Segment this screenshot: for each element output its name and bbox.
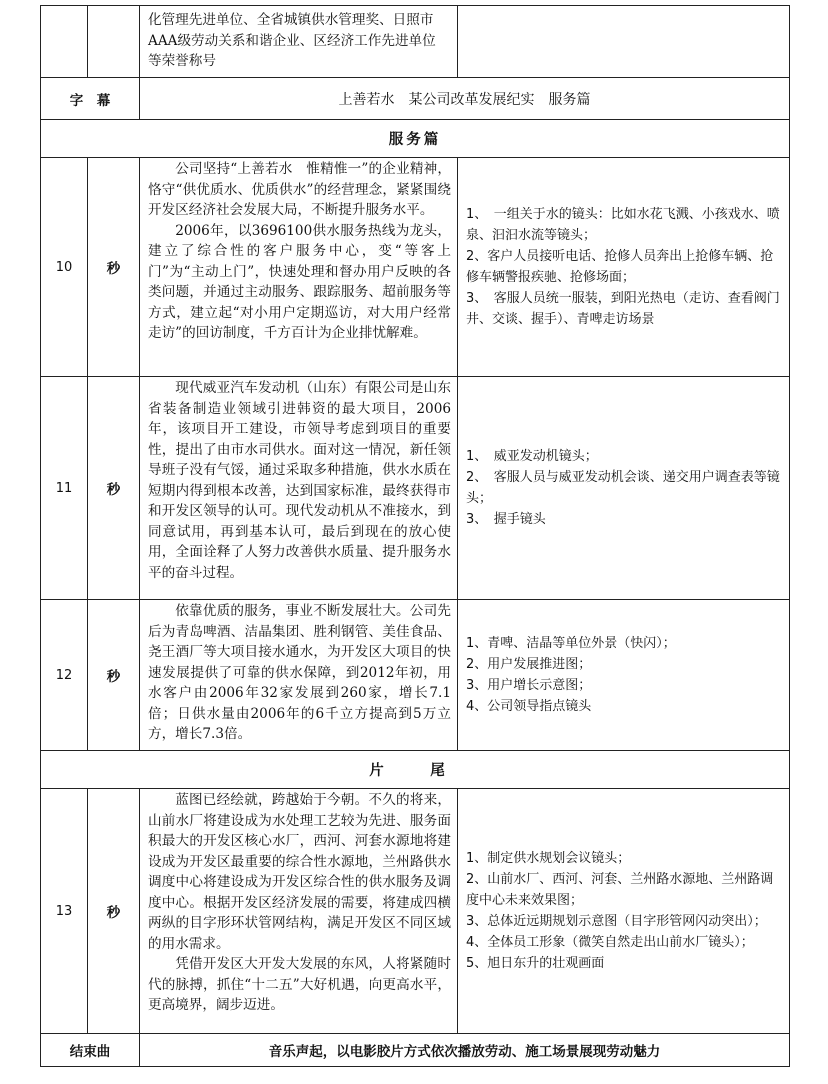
section-service-row: [41, 120, 790, 158]
continuation-narration-cell: [140, 6, 458, 78]
row-unit: 秒: [88, 158, 140, 377]
narration-cell: [140, 377, 458, 600]
shots-cell: [458, 377, 790, 600]
continuation-shots-cell: [458, 6, 790, 78]
row-unit: 秒: [88, 789, 140, 1034]
narration-paragraph: 凭借开发区大开发大发展的东风，人将紧随时代的脉搏，抓住“十二五”大好机遇，向更高水平，更高境界，阔步迈进。: [148, 956, 451, 1013]
narration-paragraph: 蓝图已经绘就，跨越始于今朝。不久的将来，山前水厂将建设成为水处理工艺较为先进、服务面积最大的开发区核心水厂，西河、河套水源地将建设成为开发区最重要的综合性水源地，兰州路供水调度中心将建设成为开发区综合性的供水服务及调度中心。根据开发区经济发展的需要，将建成四横两纵的目字形环状管网结构，满足开发区不同区域的用水需求。: [148, 792, 451, 952]
shots-cell: [458, 158, 790, 377]
shot-item: 2、客户人员接听电话、抢修人员奔出上抢修车辆、抢修车辆警报疾驰、抢修场面；: [466, 249, 774, 285]
shot-row-11: [41, 377, 790, 600]
row-unit: 秒: [88, 600, 140, 751]
shot-item: 1、 威亚发动机镜头；: [466, 449, 598, 464]
ending-label: 结束曲: [41, 1034, 140, 1067]
narration-paragraph: 现代威亚汽车发动机（山东）有限公司是山东省装备制造业领域引进韩资的最大项目，2006年，该项目开工建设，市领导考虑到项目的重要性，提出了由市水司供水。面对这一情况，新任领导班子没有气馁，通过采取多种措施，供水水质在短期内得到根本改善，达到国家标准，最终获得市和开发区领导的认可。现代发动机从不准接水，到同意试用，再到基本认可，最后到现在的放心使用，全面诠释了人努力改善供水质量、提升服务水平的奋斗过程。: [148, 380, 451, 581]
shots-cell: [458, 600, 790, 751]
shot-item: 3、 客服人员统一服装，到阳光热电（走访、查看阀门井、交谈、握手）、青啤走访场景: [466, 291, 780, 327]
narration-paragraph: 公司坚持“上善若水 惟精惟一”的企业精神，恪守“供优质水、优质供水”的经营理念，紧紧围绕开发区经济社会发展大局，不断提升服务水平。: [148, 161, 451, 218]
shot-item: 2、山前水厂、西河、河套、兰州路水源地、兰州路调度中心未来效果图；: [466, 872, 774, 908]
shots-cell: [458, 789, 790, 1034]
subtitle-text: 上善若水 某公司改革发展纪实 服务篇: [140, 78, 790, 120]
shot-item: 1、制定供水规划会议镜头；: [466, 851, 631, 866]
narration-paragraph: 依靠优质的服务，事业不断发展壮大。公司先后为青岛啤酒、洁晶集团、胜利钢管、美佳食品、尧王酒厂等大项目接水通水，为开发区大项目的快速发展提供了可靠的供水保障，到2012年初，用水客户由2006年32家发展到260家，增长7.1倍；日供水量由2006年的6千立方提高到5万立方，增长7.3倍。: [148, 603, 451, 742]
ending-text: 音乐声起，以电影胶片方式依次播放劳动、施工场景展现劳动魅力: [140, 1034, 790, 1067]
shot-item: 3、总体近远期规划示意图（目字形管网闪动突出）；: [466, 914, 767, 929]
shot-row-12: [41, 600, 790, 751]
row-index: 12: [41, 600, 88, 751]
shot-item: 1、青啤、洁晶等单位外景（快闪）；: [466, 636, 676, 651]
narration-paragraph: 2006年，以3696100供水服务热线为龙头，建立了综合性的客户服务中心，变“等客上门”为“主动上门”，快速处理和督办用户反映的各类问题，并通过主动服务、跟踪服务、超前服务等方式，建立起“对小用户定期巡访，对大用户经常走访”的回访制度，千方百计为企业排忧解难。: [148, 222, 451, 341]
row-index: 10: [41, 158, 88, 377]
shot-item: 4、公司领导指点镜头: [466, 699, 592, 714]
section-service-title: 服务篇: [41, 120, 790, 158]
narration-cell: [140, 158, 458, 377]
continuation-index-cell: [41, 6, 88, 78]
shot-item: 5、旭日东升的壮观画面: [466, 956, 605, 971]
narration-cell: [140, 600, 458, 751]
row-index: 13: [41, 789, 88, 1034]
shot-item: 1、 一组关于水的镜头：比如水花飞溅、小孩戏水、喷泉、汩汩水流等镜头；: [466, 207, 780, 243]
continuation-row: [41, 6, 790, 78]
shot-item: 3、用户增长示意图；: [466, 678, 592, 693]
row-unit: 秒: [88, 377, 140, 600]
subtitle-row: [41, 78, 790, 120]
continuation-line: AAA级劳动关系和谐企业、区经济工作先进单位: [148, 32, 436, 49]
shot-item: 2、 客服人员与威亚发动机会谈、递交用户调查表等镜头；: [466, 470, 780, 506]
subtitle-label: 字 幕: [41, 78, 140, 120]
narration-cell: [140, 789, 458, 1034]
shot-row-10: [41, 158, 790, 377]
script-table: [40, 5, 790, 1067]
ending-row: [41, 1034, 790, 1067]
continuation-line: 等荣誉称号: [148, 53, 216, 69]
shot-row-13: [41, 789, 790, 1034]
section-end-row: [41, 751, 790, 789]
continuation-unit-cell: [88, 6, 140, 78]
shot-item: 4、全体员工形象（微笑自然走出山前水厂镜头）；: [466, 935, 754, 950]
continuation-line: 化管理先进单位、全省城镇供水管理奖、日照市: [148, 12, 434, 28]
row-index: 11: [41, 377, 88, 600]
section-end-title: 片 尾: [41, 751, 790, 789]
shot-item: 2、用户发展推进图；: [466, 657, 592, 672]
shot-item: 3、 握手镜头: [466, 512, 546, 527]
